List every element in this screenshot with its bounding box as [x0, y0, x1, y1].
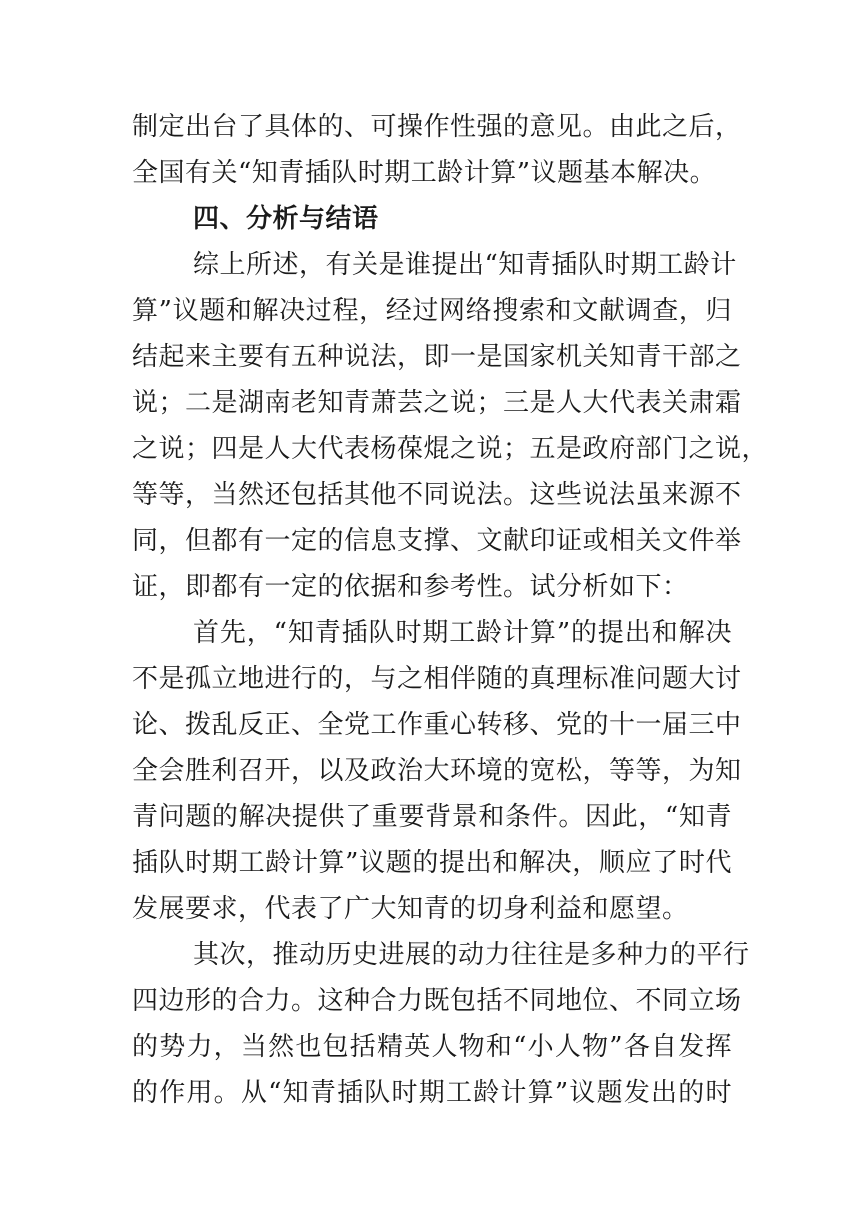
text-line: 其次，推动历史进展的动力往往是多种力的平行 — [193, 940, 750, 970]
text-line: 的势力，当然也包括精英人物和“小人物”各自发挥 — [132, 1032, 732, 1062]
text-line: 不是孤立地进行的，与之相伴随的真理标准问题大讨 — [132, 664, 742, 694]
text-line: 全国有关“知青插队时期工龄计算”议题基本解决。 — [132, 158, 717, 188]
text-line: 制定出台了具体的、可操作性强的意见。由此之后， — [132, 112, 742, 142]
text-line: 发展要求，代表了广大知青的切身利益和愿望。 — [132, 894, 689, 924]
text-line: 青问题的解决提供了重要背景和条件。因此，“知青 — [132, 802, 732, 832]
text-line: 等等，当然还包括其他不同说法。这些说法虽来源不 — [132, 480, 742, 510]
text-line: 四边形的合力。这种合力既包括不同地位、不同立场 — [132, 986, 742, 1016]
text-line: 综上所述，有关是谁提出“知青插队时期工龄计 — [193, 250, 737, 280]
section-heading: 四、分析与结语 — [193, 204, 379, 234]
text-line: 的作用。从“知青插队时期工龄计算”议题发出的时 — [132, 1078, 732, 1108]
text-line: 插队时期工龄计算”议题的提出和解决，顺应了时代 — [132, 848, 732, 878]
text-line: 算”议题和解决过程，经过网络搜索和文献调查，归 — [132, 296, 732, 326]
text-line: 论、拨乱反正、全党工作重心转移、党的十一届三中 — [132, 710, 742, 740]
text-line: 首先，“知青插队时期工龄计算”的提出和解决 — [193, 618, 732, 648]
text-line: 全会胜利召开，以及政治大环境的宽松，等等，为知 — [132, 756, 742, 786]
text-line: 说；二是湖南老知青萧芸之说；三是人大代表关肃霜 — [132, 388, 742, 418]
text-line: 证，即都有一定的依据和参考性。试分析如下： — [132, 572, 689, 602]
text-line: 之说；四是人大代表杨葆焜之说；五是政府部门之说， — [132, 434, 769, 464]
text-line: 同，但都有一定的信息支撑、文献印证或相关文件举 — [132, 526, 742, 556]
text-line: 结起来主要有五种说法，即一是国家机关知青干部之 — [132, 342, 742, 372]
